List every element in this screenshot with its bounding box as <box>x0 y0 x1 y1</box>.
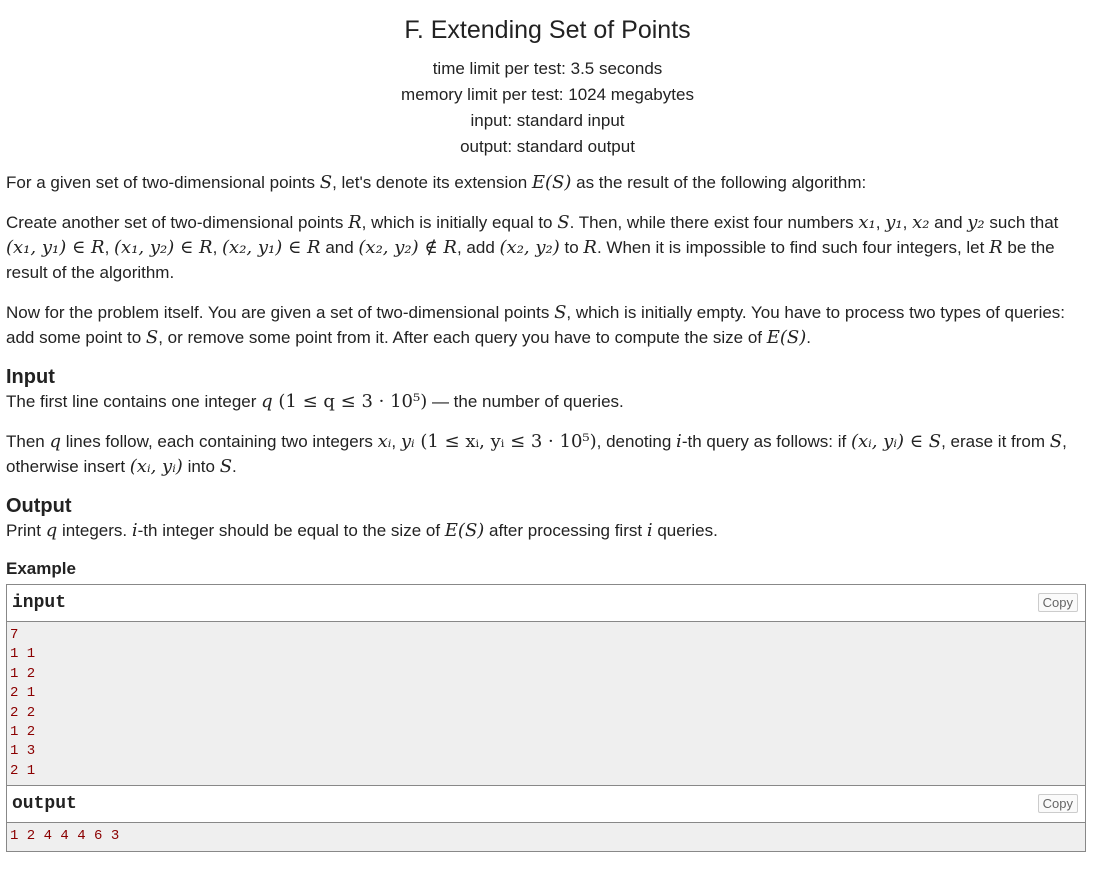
sample-input-box <box>6 584 1086 786</box>
sample-input-content <box>7 622 1085 785</box>
copy-input-button[interactable]: Copy <box>1038 593 1078 612</box>
sample-input-line: 2 1 <box>10 685 36 702</box>
input-paragraph-1: The first line contains one integer q (1 ≤ q ≤ 3 · 10⁵) — the number of queries. <box>6 391 624 412</box>
example-title: Example <box>6 559 76 578</box>
output-file: output: standard output <box>460 137 635 156</box>
sample-output-line: 1 2 4 4 4 6 3 <box>10 828 120 845</box>
sample-input-line: 2 2 <box>10 704 36 721</box>
sample-input-line: 7 <box>10 627 19 643</box>
sample-input-label: input <box>12 593 67 613</box>
output-section-title: Output <box>6 495 72 517</box>
problem-statement <box>0 170 1095 852</box>
time-limit: time limit per test: 3.5 seconds <box>432 59 663 78</box>
sample-input-line: 1 1 <box>10 646 36 663</box>
legend-paragraph-2: Create another set of two-dimensional points R, which is initially equal to S. Then, while there exist four numbers x₁, y₁, x₂ and y₂ such that (x₁, y₁) ∈ R, (x₁, y₂) ∈ R, (x₂, y₁) ∈ R and (x₂, y₂) ∉ R, add (x₂, y₂) to R. When it is impossible to find such four integers, let R be the result of the algorithm. <box>6 212 1059 282</box>
memory-limit: memory limit per test: 1024 megabytes <box>401 85 694 104</box>
input-section-title: Input <box>6 366 55 388</box>
output-paragraph-1: Print q integers. i-th integer should be equal to the size of E(S) after processing first i queries. <box>6 520 718 541</box>
legend-paragraph-1: For a given set of two-dimensional points S, let's denote its extension E(S) as the result of the following algorithm: <box>6 172 867 193</box>
sample-output-box <box>6 786 1086 851</box>
problem-header <box>0 0 1095 160</box>
sample-output-label: output <box>12 794 77 815</box>
problem-title: F. Extending Set of Points <box>404 16 691 44</box>
sample-input-line: 2 1 <box>10 762 36 779</box>
sample-input-line: 1 3 <box>10 743 36 760</box>
sample-output-header <box>7 786 1085 823</box>
copy-output-button[interactable]: Copy <box>1038 794 1078 813</box>
sample-input-line: 1 2 <box>10 665 36 682</box>
sample-output-content <box>7 823 1085 850</box>
input-paragraph-2: Then q lines follow, each containing two integers xᵢ, yᵢ (1 ≤ xᵢ, yᵢ ≤ 3 · 10⁵), denoting i-th query as follows: if (xᵢ, yᵢ) ∈ S, erase it from S, otherwise insert (xᵢ, yᵢ) into S. <box>6 431 1067 477</box>
input-file: input: standard input <box>470 111 625 130</box>
sample-input-line: 1 2 <box>10 724 36 741</box>
sample-input-header <box>7 585 1085 622</box>
legend-paragraph-3: Now for the problem itself. You are given a set of two-dimensional points S, which is initially empty. You have to process two types of queries: add some point to S, or remove some point from it. After each query you have to compute the size of E(S). <box>6 302 1066 348</box>
